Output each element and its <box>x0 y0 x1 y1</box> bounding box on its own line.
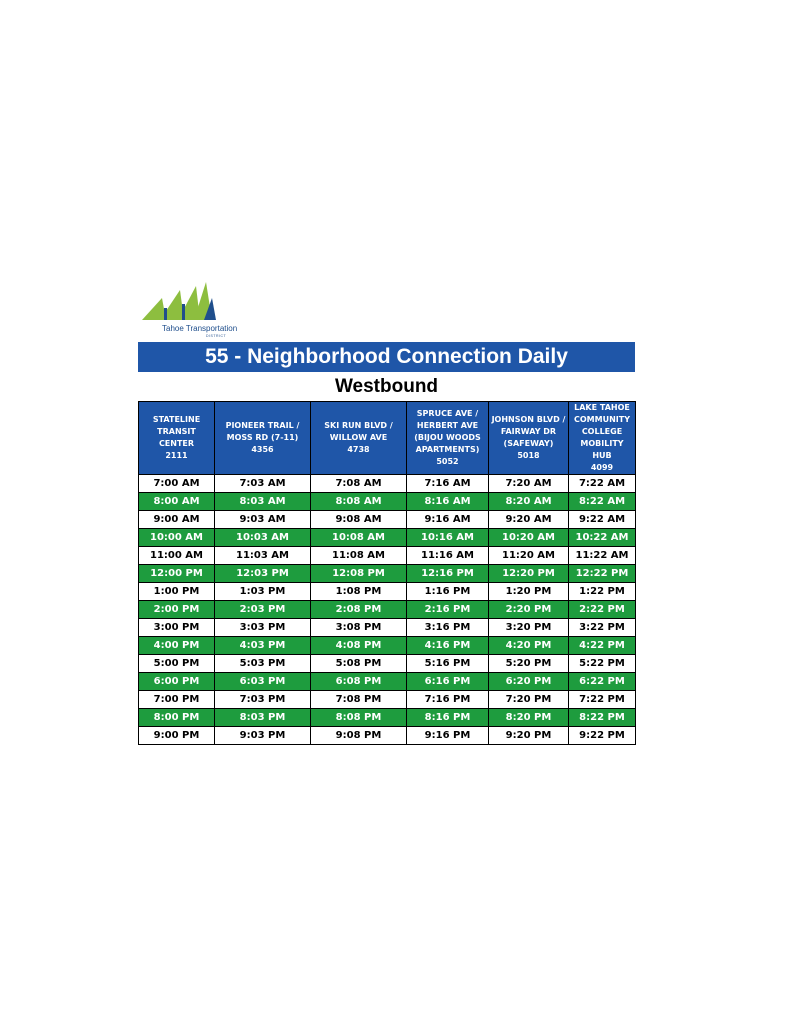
time-cell: 7:03 AM <box>215 475 311 493</box>
column-header <box>215 402 311 475</box>
column-header-line: COLLEGE <box>581 427 623 436</box>
column-header-line: FAIRWAY DR <box>500 427 557 436</box>
time-cell: 9:22 AM <box>569 511 636 529</box>
table-row <box>139 493 636 511</box>
time-cell: 10:08 AM <box>311 529 407 547</box>
time-cell: 3:20 PM <box>489 619 569 637</box>
column-header <box>311 402 407 475</box>
time-cell: 4:08 PM <box>311 637 407 655</box>
time-cell: 8:03 PM <box>215 709 311 727</box>
time-cell: 3:08 PM <box>311 619 407 637</box>
header-row <box>139 402 636 475</box>
time-cell: 12:08 PM <box>311 565 407 583</box>
table-row <box>139 619 636 637</box>
time-cell: 7:16 AM <box>407 475 489 493</box>
time-cell: 3:22 PM <box>569 619 636 637</box>
time-cell: 12:22 PM <box>569 565 636 583</box>
column-header <box>139 402 215 475</box>
time-cell: 4:16 PM <box>407 637 489 655</box>
column-header-line: WILLOW AVE <box>329 433 388 442</box>
time-cell: 8:08 PM <box>311 709 407 727</box>
column-header-line: 5052 <box>436 457 459 466</box>
time-cell: 11:20 AM <box>489 547 569 565</box>
time-cell: 3:16 PM <box>407 619 489 637</box>
time-cell: 5:20 PM <box>489 655 569 673</box>
route-title: 55 - Neighborhood Connection Daily <box>138 342 635 372</box>
time-cell: 9:16 AM <box>407 511 489 529</box>
column-header <box>489 402 569 475</box>
column-header-line: MOBILITY HUB <box>580 439 624 460</box>
table-row <box>139 475 636 493</box>
time-cell: 1:16 PM <box>407 583 489 601</box>
tahoe-transportation-logo <box>140 278 250 340</box>
time-cell: 9:00 PM <box>139 727 215 745</box>
schedule-table <box>138 401 636 745</box>
time-cell: 9:22 PM <box>569 727 636 745</box>
time-cell: 11:08 AM <box>311 547 407 565</box>
time-cell: 1:00 PM <box>139 583 215 601</box>
column-header-line: COMMUNITY <box>573 415 630 424</box>
time-cell: 9:03 PM <box>215 727 311 745</box>
column-header-line: HERBERT AVE <box>416 421 479 430</box>
time-cell: 8:00 PM <box>139 709 215 727</box>
time-cell: 8:16 PM <box>407 709 489 727</box>
direction-heading: Westbound <box>334 376 439 397</box>
mountain-logo-icon <box>140 278 250 326</box>
time-cell: 2:00 PM <box>139 601 215 619</box>
time-cell: 6:16 PM <box>407 673 489 691</box>
table-row <box>139 637 636 655</box>
column-header-line: 4356 <box>251 445 274 454</box>
time-cell: 11:03 AM <box>215 547 311 565</box>
time-cell: 9:03 AM <box>215 511 311 529</box>
column-header-line: 5018 <box>517 451 540 460</box>
time-cell: 5:00 PM <box>139 655 215 673</box>
time-cell: 10:20 AM <box>489 529 569 547</box>
column-header-line: JOHNSON BLVD / <box>491 415 566 424</box>
time-cell: 10:16 AM <box>407 529 489 547</box>
time-cell: 4:03 PM <box>215 637 311 655</box>
time-cell: 11:22 AM <box>569 547 636 565</box>
time-cell: 6:22 PM <box>569 673 636 691</box>
time-cell: 11:00 AM <box>139 547 215 565</box>
table-row <box>139 529 636 547</box>
time-cell: 2:08 PM <box>311 601 407 619</box>
time-cell: 9:08 PM <box>311 727 407 745</box>
table-row <box>139 511 636 529</box>
time-cell: 5:16 PM <box>407 655 489 673</box>
time-cell: 3:00 PM <box>139 619 215 637</box>
column-header-line: 2111 <box>165 451 188 460</box>
time-cell: 5:08 PM <box>311 655 407 673</box>
time-cell: 6:03 PM <box>215 673 311 691</box>
time-cell: 7:08 AM <box>311 475 407 493</box>
column-header-line: SKI RUN BLVD / <box>324 421 393 430</box>
time-cell: 8:22 AM <box>569 493 636 511</box>
time-cell: 12:20 PM <box>489 565 569 583</box>
time-cell: 9:20 AM <box>489 511 569 529</box>
time-cell: 2:16 PM <box>407 601 489 619</box>
time-cell: 4:22 PM <box>569 637 636 655</box>
time-cell: 8:22 PM <box>569 709 636 727</box>
time-cell: 8:03 AM <box>215 493 311 511</box>
time-cell: 2:20 PM <box>489 601 569 619</box>
time-cell: 9:16 PM <box>407 727 489 745</box>
time-cell: 7:00 AM <box>139 475 215 493</box>
time-cell: 7:22 PM <box>569 691 636 709</box>
table-row <box>139 727 636 745</box>
time-cell: 5:22 PM <box>569 655 636 673</box>
time-cell: 7:00 PM <box>139 691 215 709</box>
time-cell: 12:00 PM <box>139 565 215 583</box>
table-row <box>139 709 636 727</box>
column-header <box>407 402 489 475</box>
time-cell: 2:03 PM <box>215 601 311 619</box>
time-cell: 7:16 PM <box>407 691 489 709</box>
time-cell: 2:22 PM <box>569 601 636 619</box>
time-cell: 7:08 PM <box>311 691 407 709</box>
table-row <box>139 691 636 709</box>
time-cell: 7:20 AM <box>489 475 569 493</box>
logo-name: Tahoe Transportation <box>162 324 238 333</box>
column-header-line: TRANSIT CENTER <box>157 427 196 448</box>
time-cell: 12:03 PM <box>215 565 311 583</box>
time-cell: 6:08 PM <box>311 673 407 691</box>
time-cell: 1:08 PM <box>311 583 407 601</box>
table-row <box>139 583 636 601</box>
time-cell: 10:03 AM <box>215 529 311 547</box>
logo-subtitle: DISTRICT <box>206 334 227 338</box>
time-cell: 8:00 AM <box>139 493 215 511</box>
table-row <box>139 655 636 673</box>
time-cell: 8:16 AM <box>407 493 489 511</box>
column-header-line: LAKE TAHOE <box>574 403 630 412</box>
time-cell: 8:20 AM <box>489 493 569 511</box>
column-header-line: MOSS RD (7-11) <box>226 433 299 442</box>
column-header-line: 4738 <box>347 445 370 454</box>
column-header <box>569 402 636 475</box>
time-cell: 6:20 PM <box>489 673 569 691</box>
column-header-line: 4099 <box>590 463 614 472</box>
time-cell: 6:00 PM <box>139 673 215 691</box>
time-cell: 10:00 AM <box>139 529 215 547</box>
time-cell: 4:20 PM <box>489 637 569 655</box>
time-cell: 12:16 PM <box>407 565 489 583</box>
time-cell: 7:03 PM <box>215 691 311 709</box>
time-cell: 9:00 AM <box>139 511 215 529</box>
time-cell: 9:08 AM <box>311 511 407 529</box>
time-cell: 8:08 AM <box>311 493 407 511</box>
time-cell: 8:20 PM <box>489 709 569 727</box>
column-header-line: (BIJOU WOODS <box>414 433 481 442</box>
time-cell: 3:03 PM <box>215 619 311 637</box>
schedule-body <box>139 475 636 745</box>
time-cell: 4:00 PM <box>139 637 215 655</box>
time-cell: 1:22 PM <box>569 583 636 601</box>
time-cell: 1:03 PM <box>215 583 311 601</box>
column-header-line: SPRUCE AVE / <box>416 409 479 418</box>
column-header-line: STATELINE <box>152 415 201 424</box>
column-header-line: PIONEER TRAIL / <box>225 421 300 430</box>
time-cell: 11:16 AM <box>407 547 489 565</box>
column-header-line: APARTMENTS) <box>415 445 480 454</box>
table-row <box>139 601 636 619</box>
table-row <box>139 547 636 565</box>
table-row <box>139 565 636 583</box>
time-cell: 7:22 AM <box>569 475 636 493</box>
time-cell: 9:20 PM <box>489 727 569 745</box>
time-cell: 1:20 PM <box>489 583 569 601</box>
time-cell: 10:22 AM <box>569 529 636 547</box>
time-cell: 5:03 PM <box>215 655 311 673</box>
table-row <box>139 673 636 691</box>
time-cell: 7:20 PM <box>489 691 569 709</box>
column-header-line: (SAFEWAY) <box>503 439 554 448</box>
